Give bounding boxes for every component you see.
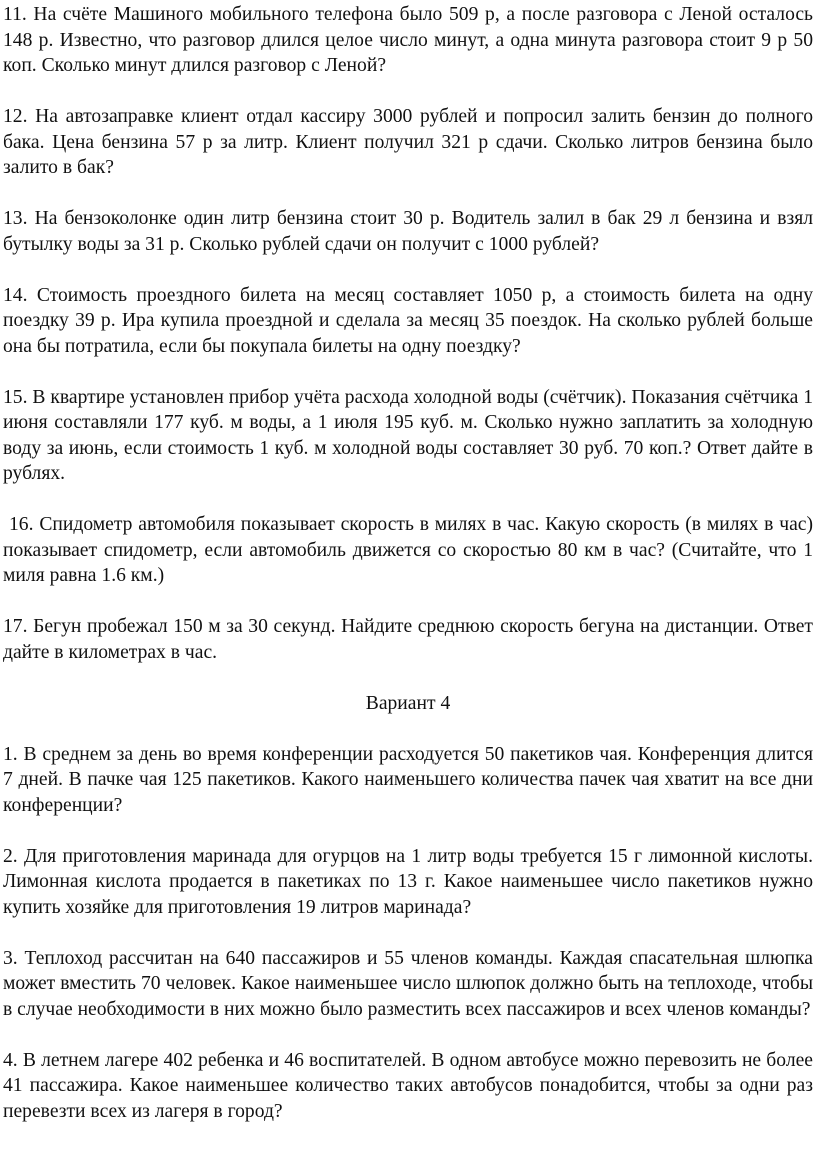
variant4-problem-2: 2. Для приготовления маринада для огурцов на 1 литр воды требуется 15 г лимонной кислоты. Лимонная кислота продается в пакетиках по 13 г. Какое наименьшее число пакетиков нужно купить хозяйке для приготовления 19 литров маринада? [3,845,813,918]
variant4-problem-3: 3. Теплоход рассчитан на 640 пассажиров и 55 членов команды. Каждая спасательная шлюпка может вместить 70 человек. Какое наименьшее число шлюпок должно быть на теплоходе, чтобы в случае необходимости в них можно было разместить всех пассажиров и всех членов команды? [3,947,813,1020]
problem-17: 17. Бегун пробежал 150 м за 30 секунд. Найдите среднюю скорость бегуна на дистанции. Ответ дайте в километрах в час. [3,616,813,663]
problem-11: 11. На счёте Машиного мобильного телефона было 509 р, а после разговора с Леной осталось 148 р. Известно, что разговор длился целое число минут, а одна минута разговора стоит 9 р 50 коп. Сколько минут длился разговор с Леной? [3,4,813,76]
problem-15: 15. В квартире установлен прибор учёта расхода холодной воды (счётчик). Показания счётчика 1 июня составляли 177 куб. м воды, а 1 июля 195 куб. м. Сколько нужно заплатить за холодную воду за июнь, если стоимость 1 куб. м холодной воды составляет 30 руб. 70 коп.? Ответ дайте в рублях. [3,386,813,484]
variant4-problem-1: 1. В среднем за день во время конференции расходуется 50 пакетиков чая. Конференция длится 7 дней. В пачке чая 125 пакетиков. Какого наименьшего количества пачек чая хватит на все дни конференции? [3,743,813,816]
variant-heading: Вариант 4 [365,692,451,714]
problem-12: 12. На автозаправке клиент отдал кассиру 3000 рублей и попросил залить бензин до полного бака. Цена бензина 57 р за литр. Клиент получил 321 р сдачи. Сколько литров бензина было залито в бак? [3,106,813,178]
problem-13: 13. На бензоколонке один литр бензина стоит 30 р. Водитель залил в бак 29 л бензина и взял бутылку воды за 31 р. Сколько рублей сдачи он получит с 1000 рублей? [3,208,813,255]
variant4-problem-4: 4. В летнем лагере 402 ребенка и 46 воспитателей. В одном автобусе можно перевозить не более 41 пассажира. Какое наименьшее количество таких автобусов понадобится, чтобы за одни раз перевезти всех из лагеря в город? [3,1049,813,1122]
problem-16: 16. Спидометр автомобиля показывает скорость в милях в час. Какую скорость (в милях в час) показывает спидометр, если автомобиль движется со скоростью 80 км в час? (Считайте, что 1 миля равна 1.6 км.) [3,514,813,586]
problem-14: 14. Стоимость проездного билета на месяц составляет 1050 р, а стоимость билета на одну поездку 39 р. Ира купила проездной и сделала за месяц 35 поездок. На сколько рублей больше она бы потратила, если бы покупала билеты на одну поездку? [3,284,813,357]
